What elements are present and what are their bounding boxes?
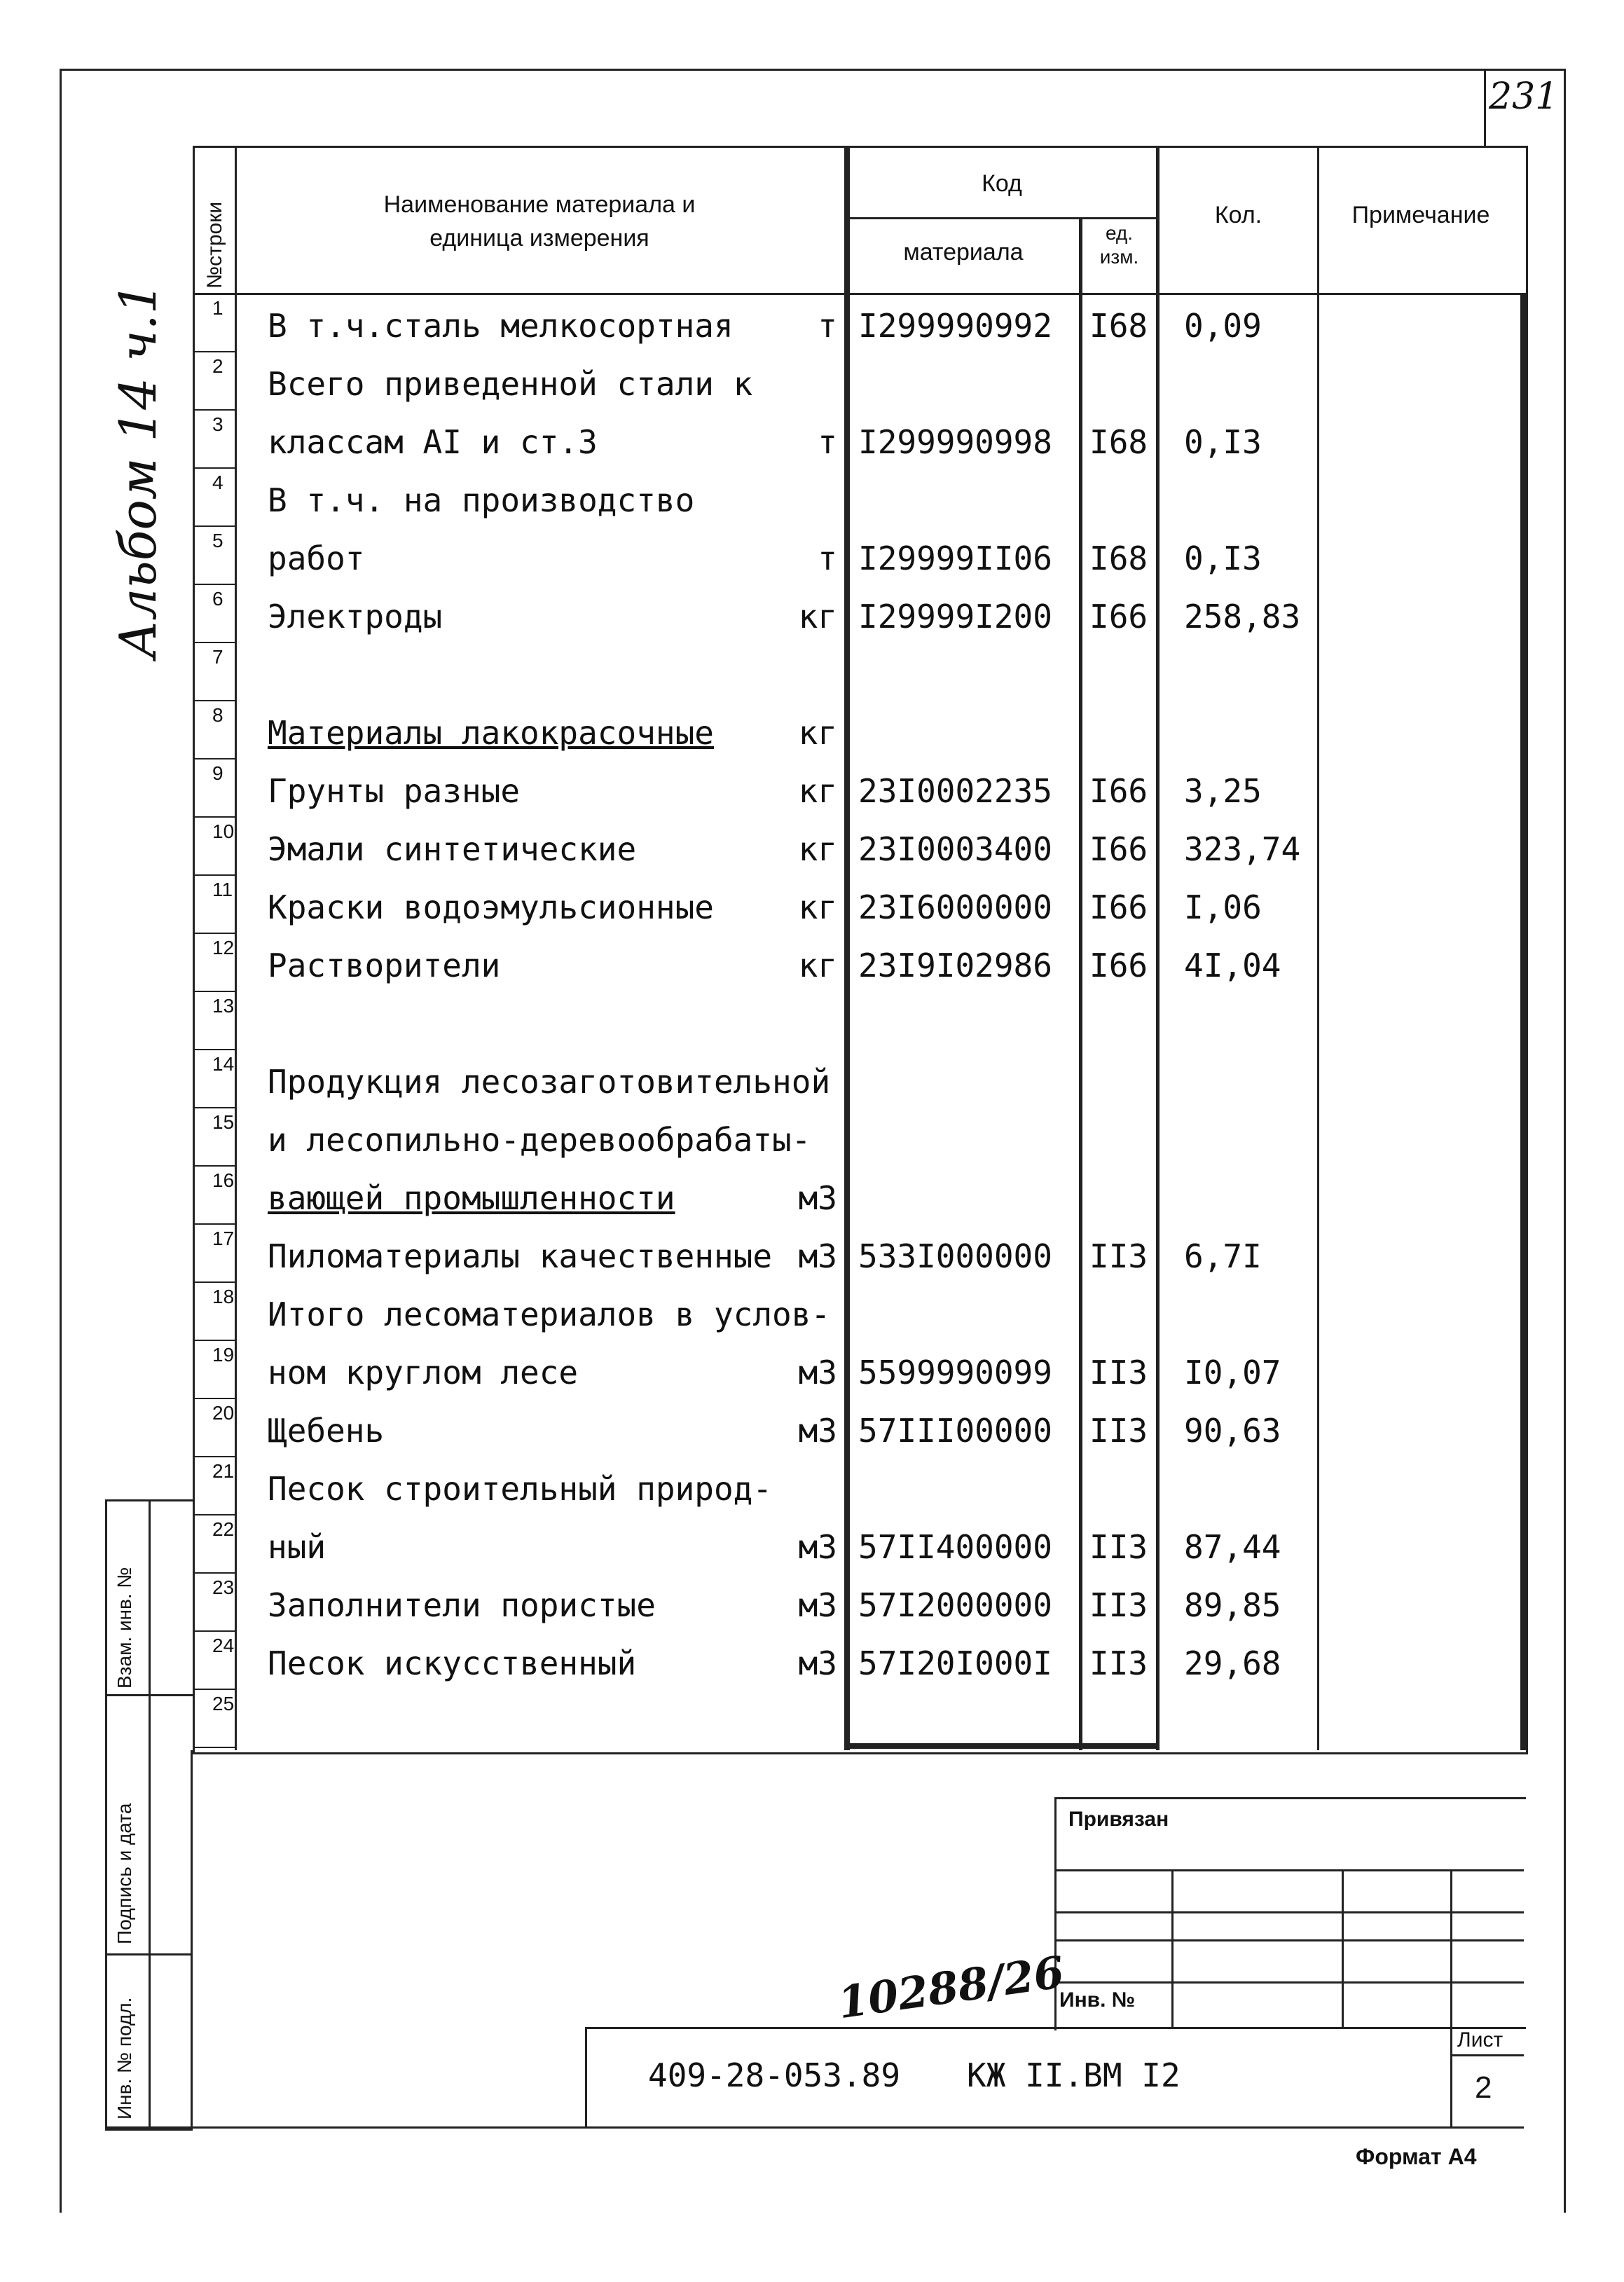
row-unit-code: II3 [1089,1644,1148,1682]
col-line-code [844,146,850,1750]
left-strip-sep-2 [105,1953,193,1955]
row-separator [193,874,236,876]
row-quantity: 6,7I [1184,1237,1262,1275]
row-quantity: I0,07 [1184,1354,1281,1391]
row-material-code: I299990992 [858,307,1052,345]
col-line-right-thick [1520,293,1526,1750]
row-number: 25 [212,1693,235,1714]
row-unit: т [818,539,837,577]
row-unit-code: I68 [1089,539,1148,577]
row-separator [193,409,236,411]
row-unit: м3 [798,1179,837,1217]
stamp-line-3 [1054,1939,1524,1941]
row-unit: кг [798,598,837,635]
row-material-code: I299990998 [858,423,1052,461]
row-unit: кг [798,947,837,984]
row-name: Эмали синтетические [268,830,637,868]
row-name: Продукция лесозаготовительной [268,1063,831,1101]
row-separator [193,933,236,934]
row-separator [193,1630,236,1632]
row-unit: м3 [798,1644,837,1682]
row-separator [193,1398,236,1399]
row-material-code: 57I20I000I [858,1644,1052,1682]
row-separator [193,1689,236,1690]
stamp-sheet-number: 2 [1475,2070,1492,2105]
row-name: Грунты разные [268,772,521,810]
row-separator [193,700,236,701]
row-quantity: 0,09 [1184,307,1262,345]
row-material-code: 23I0002235 [858,772,1052,810]
row-name: и лесопильно-деревообрабаты- [268,1121,811,1159]
page-right-border [1564,69,1566,2213]
row-quantity: 258,83 [1184,598,1301,635]
row-number: 1 [212,297,223,319]
row-separator [193,816,236,818]
row-separator [193,1165,236,1167]
left-strip-vzam-inv: Взам. инв. № [113,1567,135,1689]
row-separator [193,1340,236,1341]
row-unit-code: I66 [1089,598,1148,635]
row-name: В т.ч.сталь мелкосортная [268,307,734,345]
row-separator [193,642,236,643]
row-name: Электроды [268,598,443,635]
row-number: 24 [212,1635,235,1656]
row-unit-code: I68 [1089,423,1148,461]
row-separator [193,351,236,352]
stamp-doc-mark: КЖ II.ВМ I2 [967,2056,1181,2094]
row-unit-code: II3 [1089,1354,1148,1391]
row-number: 3 [212,413,223,435]
stamp-vline-2 [1342,1869,1344,2027]
stamp-sheet-line [1450,2054,1524,2056]
col-line-num [235,146,237,1750]
row-quantity: 0,I3 [1184,539,1262,577]
header-code-unit-2: изм. [1099,246,1139,268]
row-separator [193,1107,236,1108]
page-top-border [60,69,1566,71]
row-name: Краски водоэмульсионные [268,888,714,926]
row-quantity: 3,25 [1184,772,1262,810]
row-separator [193,1049,236,1050]
header-note: Примечание [1351,202,1490,228]
header-name-line2: единица измерения [429,225,649,252]
row-number: 20 [212,1402,235,1424]
content-left-line [191,1750,193,2129]
row-unit: кг [798,772,837,810]
row-name: классам AI и ст.3 [268,423,598,461]
col-line-ucode [1079,217,1082,1750]
row-material-code: 57II400000 [858,1528,1052,1566]
row-number: 10 [212,820,235,842]
stamp-sheet-label: Лист [1457,2028,1503,2051]
row-name: Песок искусственный [268,1644,637,1682]
row-unit-code: I66 [1089,947,1148,984]
header-code-material: материала [903,239,1024,266]
header-code: Код [982,170,1022,197]
row-name: ном круглом лесе [268,1354,579,1391]
row-unit: м3 [798,1354,837,1391]
col-line-note [1317,146,1319,1750]
stamp-line-2 [1054,1911,1524,1913]
header-row-number: №строки [203,201,226,289]
row-name: Щебень [268,1412,385,1450]
row-unit: т [818,423,837,461]
row-name: Заполнители пористые [268,1586,656,1624]
code-subheader-line [844,217,1156,219]
row-unit-code: II3 [1089,1237,1148,1275]
header-code-unit-1: ед. [1105,222,1134,244]
row-material-code: 57I2000000 [858,1586,1052,1624]
row-number: 12 [212,937,235,958]
row-material-code: 57III00000 [858,1412,1052,1450]
row-number: 7 [212,646,223,668]
row-unit: кг [798,714,837,752]
row-unit: м3 [798,1237,837,1275]
row-separator [193,1281,236,1283]
row-unit: кг [798,830,837,868]
row-separator [193,991,236,992]
row-separator [193,1514,236,1515]
row-name: Всего приведенной стали к [268,365,753,403]
row-number: 2 [212,355,223,377]
row-separator [193,525,236,527]
stamp-line-1 [1054,1869,1524,1871]
stamp-privyazan: Привязан [1068,1808,1169,1831]
stamp-inv-no: Инв. № [1059,1988,1136,2012]
header-qty: Кол. [1214,202,1262,228]
row-name: Песок строительный природ- [268,1470,773,1508]
row-material-code: I29999I200 [858,598,1052,635]
row-separator [193,758,236,759]
row-separator [193,1456,236,1457]
stamp-doc-code: 409-28-053.89 [648,2056,901,2094]
row-name: работ [268,539,365,577]
row-material-code: 23I6000000 [858,888,1052,926]
row-name: Итого лесоматериалов в услов- [268,1295,831,1333]
row-quantity: I,06 [1184,888,1262,926]
stamp-line-4 [1054,1981,1524,1984]
row-name: Растворители [268,947,501,984]
side-note: Альбом 14 ч.1 [109,282,167,659]
row-unit-code: I66 [1089,830,1148,868]
row-material-code: 23I0003400 [858,830,1052,868]
table-bottom-thick [844,1743,1159,1749]
stamp-vline-1 [1171,1869,1174,2027]
row-quantity: 4I,04 [1184,947,1281,984]
row-unit: м3 [798,1412,837,1450]
row-name: В т.ч. на производство [268,481,695,519]
row-number: 21 [212,1460,235,1482]
format-label: Формат А4 [1356,2144,1477,2169]
row-name: Пиломатериалы качественные [268,1237,773,1275]
left-strip-inv-podl: Инв. № подл. [113,1997,135,2119]
row-name: Материалы лакокрасочные [268,714,714,752]
row-number: 17 [212,1228,235,1249]
row-unit-code: I66 [1089,888,1148,926]
row-number: 16 [212,1169,235,1191]
left-strip-sep-1 [105,1694,193,1696]
row-number: 8 [212,704,223,726]
row-unit: м3 [798,1528,837,1566]
row-name: ный [268,1528,326,1566]
row-unit-code: II3 [1089,1412,1148,1450]
row-name: вающей промышленности [268,1179,675,1217]
row-material-code: 533I000000 [858,1237,1052,1275]
row-unit-code: I66 [1089,772,1148,810]
row-quantity: 323,74 [1184,830,1301,868]
row-quantity: 87,44 [1184,1528,1281,1566]
row-number: 23 [212,1576,235,1598]
row-unit-code: II3 [1089,1528,1148,1566]
row-number: 4 [212,472,223,493]
page-number-box-line [1484,69,1486,146]
row-separator [193,467,236,469]
row-quantity: 90,63 [1184,1412,1281,1450]
row-quantity: 29,68 [1184,1644,1281,1682]
row-number: 11 [212,879,233,900]
page-number: 231 [1489,76,1559,118]
header-name-line1: Наименование материала и [383,191,696,218]
stamp-handwritten-number: 10288/26 [834,1946,1068,2029]
row-quantity: 89,85 [1184,1586,1281,1624]
row-number: 13 [212,995,235,1017]
header-bottom-line [193,293,1526,295]
row-number: 18 [212,1286,235,1307]
row-unit-code: II3 [1089,1586,1148,1624]
row-number: 15 [212,1111,235,1133]
row-number: 19 [212,1344,235,1366]
left-strip-inner-line [149,1499,151,2126]
row-number: 22 [212,1518,235,1540]
row-unit: кг [798,888,837,926]
row-unit-code: I68 [1089,307,1148,345]
row-unit: т [818,307,837,345]
row-separator [193,1572,236,1574]
row-number: 5 [212,530,223,551]
page-left-border [60,69,62,2213]
row-separator [193,1223,236,1225]
row-separator [193,1747,236,1748]
col-line-qty [1156,146,1159,1750]
row-quantity: 0,I3 [1184,423,1262,461]
row-material-code: 23I9I02986 [858,947,1052,984]
row-material-code: I29999II06 [858,539,1052,577]
left-strip-podpis-data: Подпись и дата [113,1803,135,1944]
row-number: 14 [212,1053,235,1075]
row-material-code: 5599990099 [858,1354,1052,1391]
row-number: 6 [212,588,223,610]
row-number: 9 [212,762,223,784]
row-separator [193,584,236,585]
row-unit: м3 [798,1586,837,1624]
